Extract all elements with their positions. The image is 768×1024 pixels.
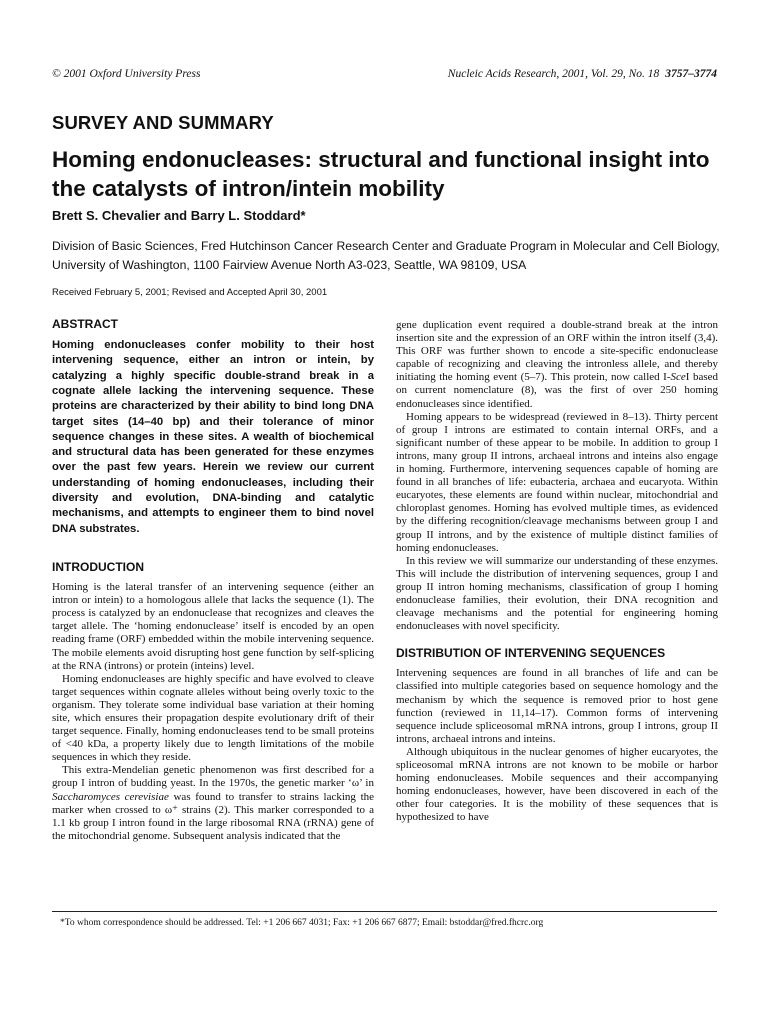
enzyme-name-italic: Sce	[670, 371, 686, 384]
abstract-heading: ABSTRACT	[52, 317, 118, 331]
journal-citation	[448, 68, 717, 80]
distribution-paragraph-2: Although ubiquitous in the nuclear genomes of higher eucaryotes, the spliceosomal mRNA introns are not known to be mobile or harbor homing endonucleases. Mobile sequences and their accompanying homing endonucleases, however, have been discovered in each of the other four categories. It is the mobility of these sequences that is hypothesized to have	[396, 745, 718, 824]
intro-paragraph-2: Homing endonucleases are highly specific and have evolved to cleave target sequences within cognate alleles without being overly toxic to the organism. They tolerate some individual base variation at their homing site, which ensures their propagation despite evolutionary drift of their target sequence. Finally, homing endonucleases tend to be small proteins of <40 kDa, a property likely due to length limitations of the mobile sequences in which they reside.	[52, 672, 374, 764]
distribution-paragraph-1: Intervening sequences are found in all branches of life and can be classified into multiple categories based on sequence homology and the mechanism by which the sequence is removed prior to host gene function (reviewed in 11,14–17). Common forms of intervening sequence include spliceosomal mRNA introns, group I introns, group II introns, archaeal introns and inteins.	[396, 667, 718, 745]
intro-paragraph-4: Homing appears to be widespread (reviewed in 8–13). Thirty percent of group I introns are estimated to contain internal ORFs, and a significant number of these appear to be mobile. In addition to group I introns, many group II introns, archaeal introns and inteins also engage in homing. Furthermore, intervening sequences capable of homing are found in all branches of life: eubacteria, archaea and eucaryota. Within eucaryotes, these elements are found within nuclear, mitochondrial and chloroplast genomes. Homing has evolved multiple times, as evidenced by the differing recognition/cleavage mechanisms between group I and group II introns, and by the existence of multiple distinct families of homing endonucleases.	[396, 410, 718, 554]
species-name: Saccharomyces cerevisiae	[52, 790, 169, 803]
intro-paragraph-3	[52, 764, 374, 843]
received-dates: Received February 5, 2001; Revised and Accepted April 30, 2001	[52, 287, 328, 298]
authors: Brett S. Chevalier and Barry L. Stoddard*	[52, 208, 306, 223]
page-range: 3757–3774	[665, 68, 717, 80]
intro-p3-text-b: was found to transfer to strains lacking the marker when crossed to ω⁺ strains (2). This marker corresponded to a 1.1 kb group I intron found in the large ribosomal RNA (rRNA) gene of the mitochondrial genome. Subsequent analysis indicated that the	[52, 790, 375, 842]
intro-paragraph-3-continued	[396, 319, 718, 411]
intro-cont-text-a: gene duplication event required a double-strand break at the intron insertion site and the expression of an ORF within the intron itself (3,4). This ORF was further shown to encode a site-specific endonuclease capable of recognizing and cleaving the intronless allele, and thereby initiating the homing event (5–7). This protein, now called I-	[396, 319, 718, 384]
correspondence-footnote: *To whom correspondence should be addressed. Tel: +1 206 667 4031; Fax: +1 206 667 6877; Email: bstoddar@fred.fhcrc.org	[60, 918, 544, 928]
intro-paragraph-5: In this review we will summarize our understanding of these enzymes. This will include the distribution of intervening sequences, group I and group II intron homing mechanisms, classification of group I homing endonuclease families, their evolution, their DNA recognition and cleavage mechanisms and the potential for engineering homing endonucleases with novel specificity.	[396, 554, 718, 633]
article-title: Homing endonucleases: structural and functional insight into the catalysts of intron/intein mobility	[52, 147, 710, 201]
intro-p3-text-a: This extra-Mendelian genetic phenomenon was first described for a group I intron of budding yeast. In the 1970s, the genetic marker ‘ω’ in	[52, 764, 374, 790]
abstract-text: Homing endonucleases confer mobility to their host intervening sequence, either an intron or intein, by catalyzing a highly specific double-strand break in a cognate allele lacking the intervening sequence. These proteins are characterized by their ability to bind long DNA target sites (14–40 bp) and their tolerance of minor sequence changes in these sites. A wealth of biochemical and structural data has been generated for these enzymes over the past few years. Herein we review our current understanding of homing endonucleases, including their diversity and evolution, DNA-binding and catalytic mechanisms, and attempts to engineer them to bind novel DNA substrates.	[52, 339, 374, 535]
footnote-divider	[52, 911, 717, 912]
journal-info: Nucleic Acids Research, 2001, Vol. 29, No. 18	[447, 68, 660, 80]
intro-paragraph-1: Homing is the lateral transfer of an intervening sequence (either an intron or intein) to a homologous allele that lacks the sequence (1). The process is catalyzed by an endonuclease that recognizes and cleaves the target allele. The ‘homing endonuclease’ itself is encoded by an open reading frame (ORF) embedded within the mobile intervening sequence. The mobile elements avoid disrupting host gene function by self-splicing at the RNA (introns) or protein (inteins) level.	[52, 581, 374, 672]
left-column	[52, 318, 374, 843]
intro-cont-text-b: I based on current nomenclature (8), was the first of over 250 homing endonucleases since identified.	[396, 371, 718, 410]
distribution-heading: DISTRIBUTION OF INTERVENING SEQUENCES	[396, 646, 666, 661]
copyright-notice: © 2001 Oxford University Press	[52, 68, 201, 80]
running-header	[52, 68, 717, 84]
affiliation: Division of Basic Sciences, Fred Hutchinson Cancer Research Center and Graduate Program in Molecular and Cell Biology, University of Washington, 1100 Fairview Avenue North A3-023, Seattle, WA 98109, USA	[52, 239, 720, 272]
introduction-heading: INTRODUCTION	[52, 559, 144, 574]
right-column	[396, 319, 718, 824]
section-type: SURVEY AND SUMMARY	[52, 112, 274, 133]
